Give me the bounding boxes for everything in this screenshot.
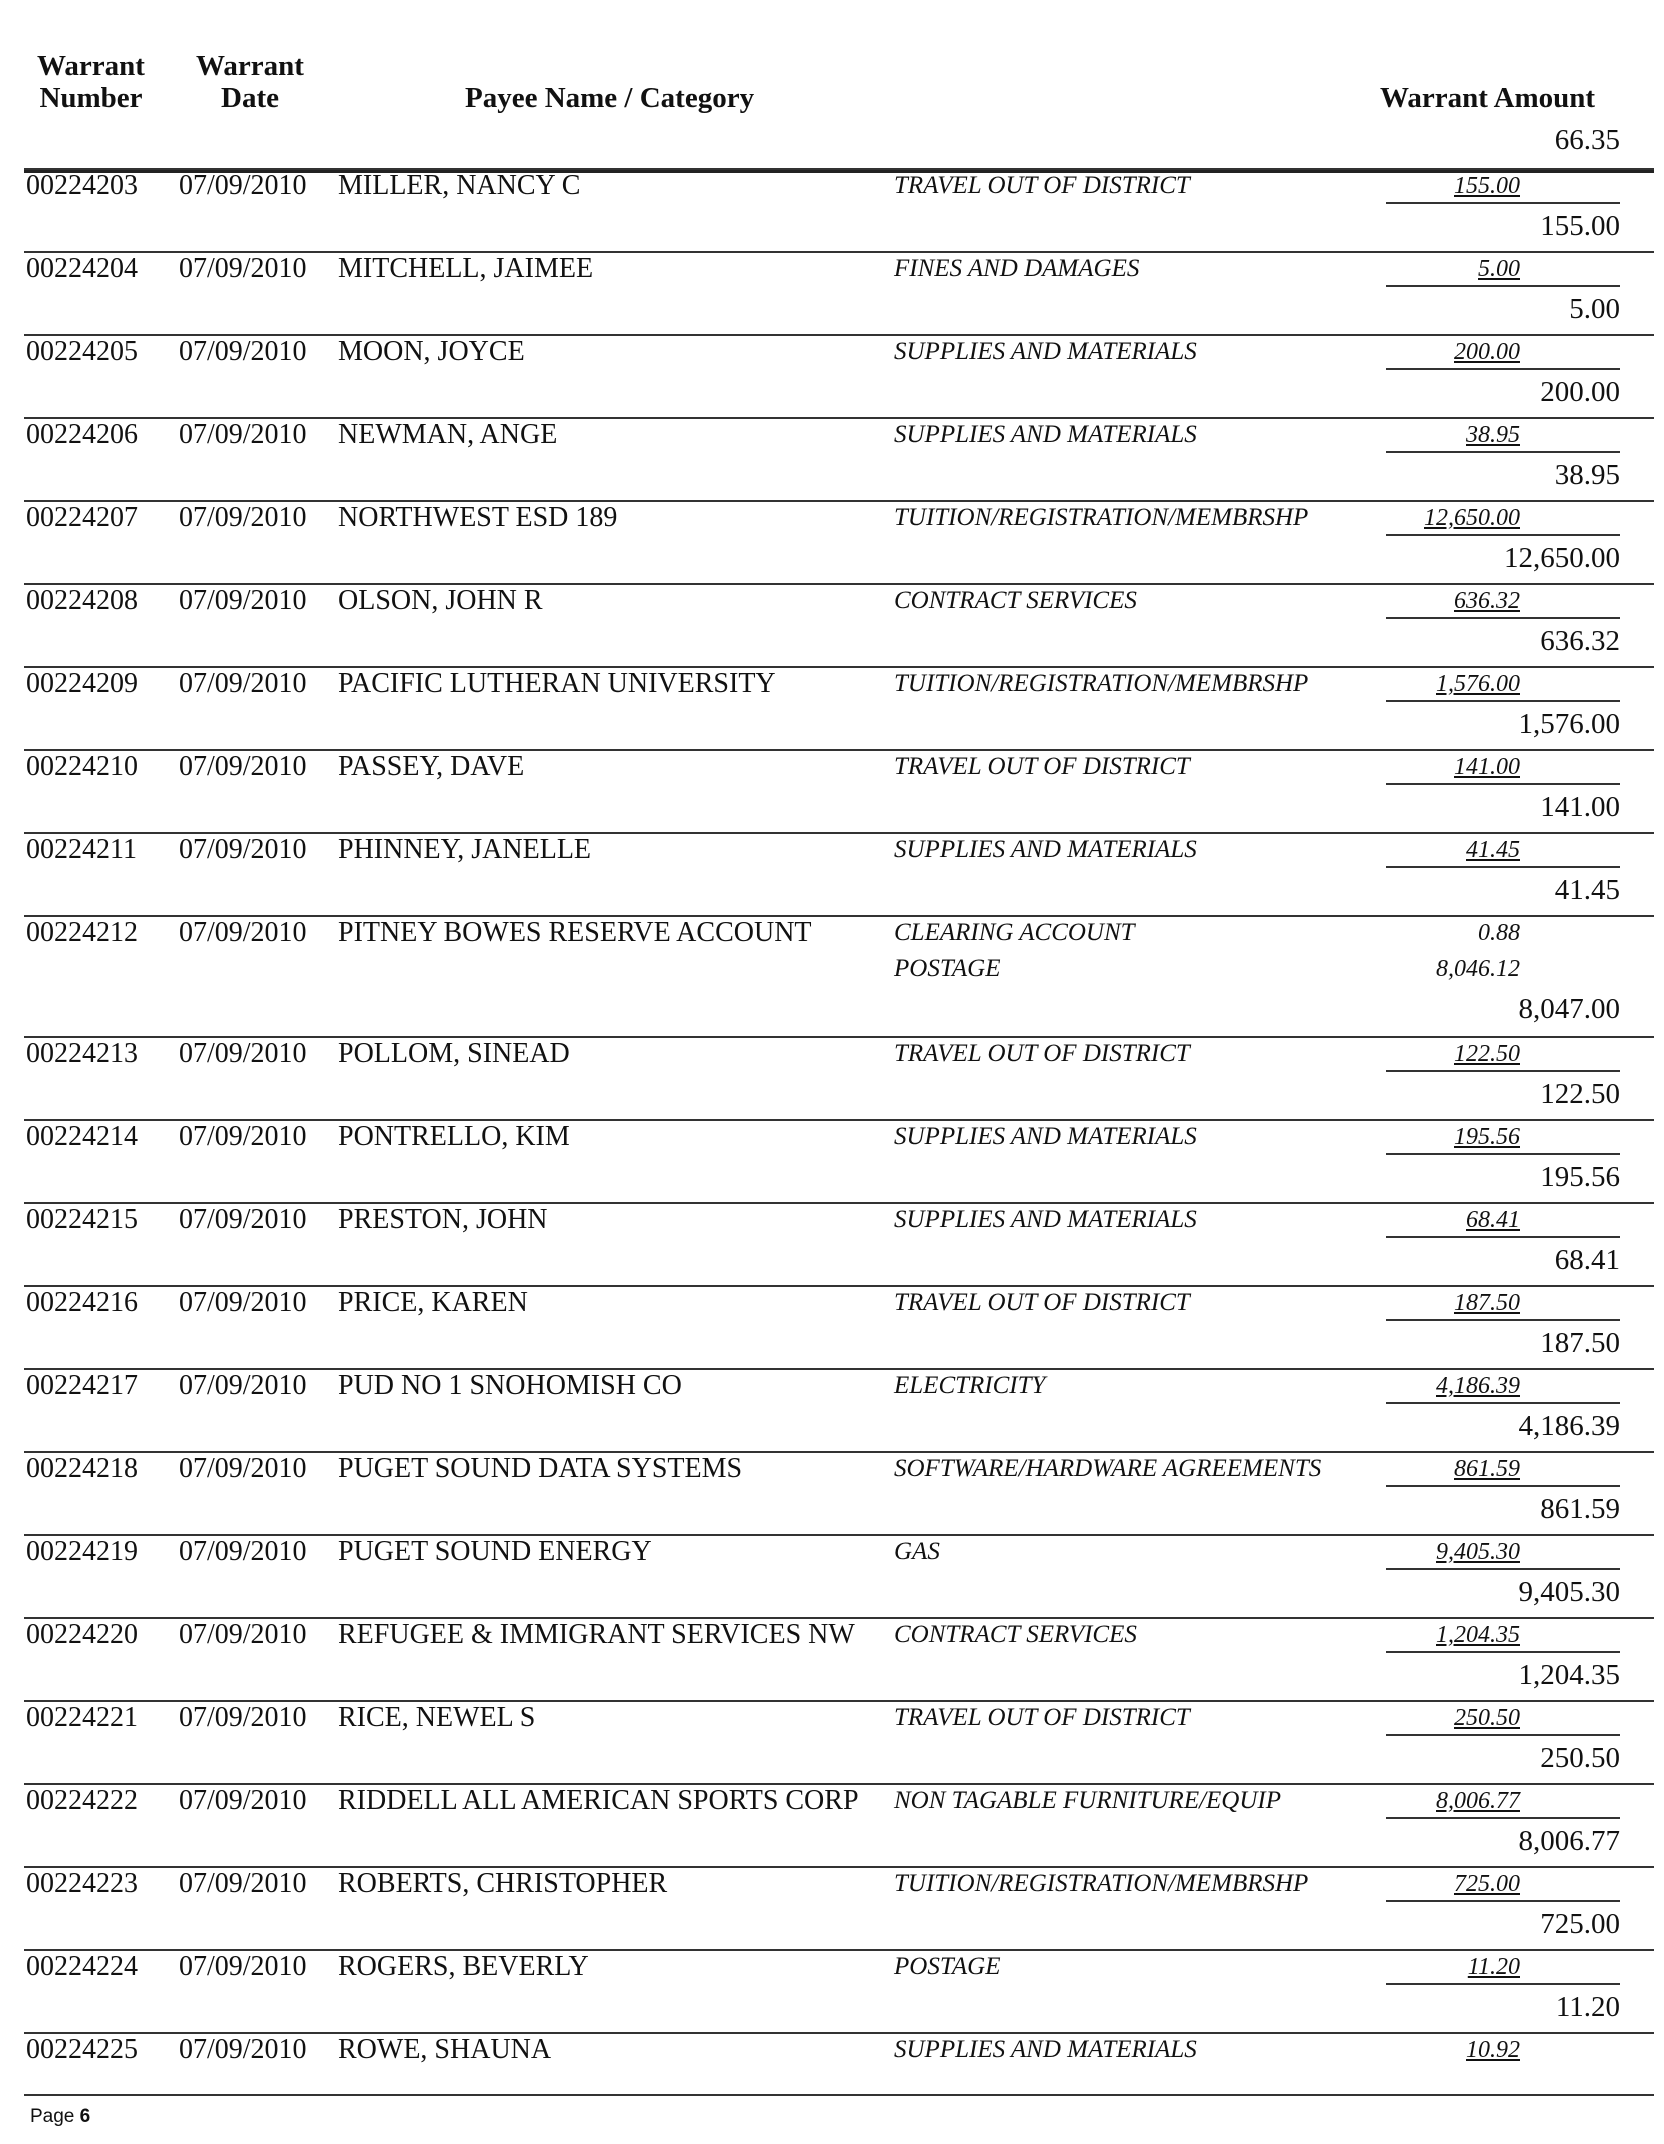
warrant-total: 187.50 (1540, 1327, 1620, 1359)
subtotal-line (1386, 1236, 1620, 1238)
warrant-number: 00224214 (26, 1121, 138, 1152)
category: TRAVEL OUT OF DISTRICT (894, 172, 1190, 199)
warrant-date: 07/09/2010 (179, 502, 307, 533)
footer-divider (24, 2094, 1654, 2096)
warrant-number: 00224220 (26, 1619, 138, 1650)
subtotal-line (1386, 1070, 1620, 1072)
warrant-total: 636.32 (1540, 625, 1620, 657)
warrant-date: 07/09/2010 (179, 1868, 307, 1899)
warrant-number: 00224205 (26, 336, 138, 367)
warrant-date: 07/09/2010 (179, 1121, 307, 1152)
detail-amount: 155.00 (1454, 173, 1520, 199)
payee-name: POLLOM, SINEAD (338, 1038, 570, 1069)
warrant-total: 38.95 (1554, 459, 1620, 491)
category: CONTRACT SERVICES (894, 587, 1137, 614)
category: TRAVEL OUT OF DISTRICT (894, 1289, 1190, 1316)
payee-name: NORTHWEST ESD 189 (338, 502, 618, 533)
subtotal-line (1386, 368, 1620, 370)
warrant-number: 00224217 (26, 1370, 138, 1401)
subtotal-line (1386, 1651, 1620, 1653)
payee-name: PASSEY, DAVE (338, 751, 525, 782)
warrant-date: 07/09/2010 (179, 1619, 307, 1650)
warrant-number: 00224206 (26, 419, 138, 450)
warrant-total: 11.20 (1555, 1991, 1620, 2023)
payee-name: RIDDELL ALL AMERICAN SPORTS CORP (338, 1785, 859, 1816)
payee-name: PUGET SOUND DATA SYSTEMS (338, 1453, 743, 1484)
payee-name: PONTRELLO, KIM (338, 1121, 570, 1152)
payee-name: MOON, JOYCE (338, 336, 525, 367)
warrant-total: 861.59 (1540, 1493, 1620, 1525)
category: POSTAGE (894, 1953, 1001, 1980)
detail-amount: 861.59 (1454, 1456, 1520, 1482)
detail-amount: 12,650.00 (1424, 505, 1520, 531)
warrant-date: 07/09/2010 (179, 1536, 307, 1567)
warrant-number: 00224225 (26, 2034, 138, 2065)
warrant-total: 41.45 (1554, 874, 1620, 906)
payee-name: RICE, NEWEL S (338, 1702, 536, 1733)
category: TUITION/REGISTRATION/MEMBRSHP (894, 670, 1309, 697)
warrant-number: 00224209 (26, 668, 138, 699)
warrant-date: 07/09/2010 (179, 419, 307, 450)
subtotal-line (1386, 1153, 1620, 1155)
warrant-number: 00224203 (26, 170, 138, 201)
subtotal-line (1386, 1319, 1620, 1321)
payee-name: PRICE, KAREN (338, 1287, 528, 1318)
warrant-date: 07/09/2010 (179, 917, 307, 948)
subtotal-line (1386, 783, 1620, 785)
payee-name: MILLER, NANCY C (338, 170, 581, 201)
category: TRAVEL OUT OF DISTRICT (894, 753, 1190, 780)
detail-amount: 636.32 (1454, 588, 1520, 614)
category: CONTRACT SERVICES (894, 1621, 1137, 1648)
subtotal-line (1386, 700, 1620, 702)
detail-amount: 4,186.39 (1436, 1373, 1520, 1399)
warrant-total: 4,186.39 (1518, 1410, 1620, 1442)
detail-amount: 195.56 (1454, 1124, 1520, 1150)
subtotal-line (1386, 285, 1620, 287)
warrant-number: 00224211 (26, 834, 137, 865)
category: SOFTWARE/HARDWARE AGREEMENTS (894, 1455, 1322, 1482)
warrant-number: 00224224 (26, 1951, 138, 1982)
category: SUPPLIES AND MATERIALS (894, 338, 1197, 365)
warrant-number: 00224208 (26, 585, 138, 616)
category: SUPPLIES AND MATERIALS (894, 836, 1197, 863)
warrant-number: 00224210 (26, 751, 138, 782)
subtotal-line (1386, 617, 1620, 619)
payee-name: ROGERS, BEVERLY (338, 1951, 589, 1982)
subtotal-line (1386, 1983, 1620, 1985)
subtotal-line (1386, 1734, 1620, 1736)
subtotal-line (1386, 1568, 1620, 1570)
payee-name: PACIFIC LUTHERAN UNIVERSITY (338, 668, 776, 699)
page-label: Page (30, 2106, 75, 2127)
warrant-date: 07/09/2010 (179, 1702, 307, 1733)
header-warrant-amount: Warrant Amount (1380, 82, 1596, 114)
payee-name: PHINNEY, JANELLE (338, 834, 592, 865)
category: CLEARING ACCOUNT (894, 919, 1135, 946)
category: ELECTRICITY (894, 1372, 1046, 1399)
header-warrant-number: Warrant Number (37, 50, 145, 114)
category: SUPPLIES AND MATERIALS (894, 1206, 1197, 1233)
warrant-date: 07/09/2010 (179, 2034, 307, 2065)
warrant-date: 07/09/2010 (179, 1453, 307, 1484)
payee-name: PITNEY BOWES RESERVE ACCOUNT (338, 917, 812, 948)
warrant-total: 725.00 (1540, 1908, 1620, 1940)
category: POSTAGE (894, 955, 1001, 982)
warrant-date: 07/09/2010 (179, 1951, 307, 1982)
warrant-date: 07/09/2010 (179, 751, 307, 782)
category: TUITION/REGISTRATION/MEMBRSHP (894, 504, 1309, 531)
detail-amount: 68.41 (1466, 1207, 1520, 1233)
warrant-total: 1,204.35 (1518, 1659, 1620, 1691)
warrant-number: 00224218 (26, 1453, 138, 1484)
warrant-total: 12,650.00 (1504, 542, 1620, 574)
warrant-number: 00224204 (26, 253, 138, 284)
category: SUPPLIES AND MATERIALS (894, 2036, 1197, 2063)
detail-amount: 10.92 (1466, 2037, 1520, 2063)
detail-amount: 5.00 (1478, 256, 1520, 282)
warrant-total: 5.00 (1569, 293, 1620, 325)
detail-amount: 11.20 (1467, 1954, 1520, 1980)
subtotal-line (1386, 1485, 1620, 1487)
warrant-total: 68.41 (1554, 1244, 1620, 1276)
page-number: 6 (79, 2106, 91, 2127)
detail-amount: 9,405.30 (1436, 1539, 1520, 1565)
category: SUPPLIES AND MATERIALS (894, 1123, 1197, 1150)
warrant-total: 141.00 (1540, 791, 1620, 823)
detail-amount: 0.88 (1478, 920, 1520, 946)
warrant-date: 07/09/2010 (179, 1370, 307, 1401)
header-warrant-date: Warrant Date (196, 50, 304, 114)
warrant-number: 00224215 (26, 1204, 138, 1235)
warrant-number: 00224207 (26, 502, 138, 533)
subtotal-line (1386, 866, 1620, 868)
warrant-date: 07/09/2010 (179, 1785, 307, 1816)
category: SUPPLIES AND MATERIALS (894, 421, 1197, 448)
detail-amount: 250.50 (1454, 1705, 1520, 1731)
page-footer (30, 2106, 90, 2128)
subtotal-line (1386, 1817, 1620, 1819)
detail-amount: 725.00 (1454, 1871, 1520, 1897)
warrant-date: 07/09/2010 (179, 170, 307, 201)
warrant-date: 07/09/2010 (179, 1287, 307, 1318)
payee-name: OLSON, JOHN R (338, 585, 543, 616)
detail-amount: 41.45 (1466, 837, 1520, 863)
warrant-number: 00224212 (26, 917, 138, 948)
warrant-date: 07/09/2010 (179, 834, 307, 865)
detail-amount: 8,046.12 (1436, 956, 1520, 982)
warrant-total: 8,047.00 (1518, 993, 1620, 1025)
warrant-total: 155.00 (1540, 210, 1620, 242)
warrant-number: 00224219 (26, 1536, 138, 1567)
category: FINES AND DAMAGES (894, 255, 1140, 282)
payee-name: PUD NO 1 SNOHOMISH CO (338, 1370, 682, 1401)
warrant-number: 00224221 (26, 1702, 138, 1733)
payee-name: NEWMAN, ANGE (338, 419, 558, 450)
subtotal-line (1386, 1402, 1620, 1404)
detail-amount: 141.00 (1454, 754, 1520, 780)
detail-amount: 187.50 (1454, 1290, 1520, 1316)
payee-name: ROBERTS, CHRISTOPHER (338, 1868, 668, 1899)
detail-amount: 1,204.35 (1436, 1622, 1520, 1648)
warrant-date: 07/09/2010 (179, 1204, 307, 1235)
subtotal-line (1386, 451, 1620, 453)
category: TRAVEL OUT OF DISTRICT (894, 1704, 1190, 1731)
warrant-total: 8,006.77 (1518, 1825, 1620, 1857)
warrant-total: 122.50 (1540, 1078, 1620, 1110)
carry-over-total: 66.35 (1554, 124, 1620, 156)
detail-amount: 1,576.00 (1436, 671, 1520, 697)
category: TUITION/REGISTRATION/MEMBRSHP (894, 1870, 1309, 1897)
warrant-date: 07/09/2010 (179, 336, 307, 367)
header-payee: Payee Name / Category (465, 82, 755, 114)
warrant-total: 250.50 (1540, 1742, 1620, 1774)
warrant-total: 200.00 (1540, 376, 1620, 408)
payee-name: PRESTON, JOHN (338, 1204, 548, 1235)
detail-amount: 200.00 (1454, 339, 1520, 365)
detail-amount: 38.95 (1466, 422, 1520, 448)
warrant-date: 07/09/2010 (179, 585, 307, 616)
warrant-number: 00224213 (26, 1038, 138, 1069)
detail-amount: 8,006.77 (1436, 1788, 1520, 1814)
warrant-number: 00224222 (26, 1785, 138, 1816)
payee-name: MITCHELL, JAIMEE (338, 253, 594, 284)
warrant-total: 195.56 (1540, 1161, 1620, 1193)
warrant-total: 1,576.00 (1518, 708, 1620, 740)
warrant-total: 9,405.30 (1518, 1576, 1620, 1608)
category: GAS (894, 1538, 940, 1565)
subtotal-line (1386, 534, 1620, 536)
subtotal-line (1386, 1900, 1620, 1902)
payee-name: PUGET SOUND ENERGY (338, 1536, 652, 1567)
warrant-date: 07/09/2010 (179, 668, 307, 699)
payee-name: ROWE, SHAUNA (338, 2034, 552, 2065)
warrant-date: 07/09/2010 (179, 253, 307, 284)
detail-amount: 122.50 (1454, 1041, 1520, 1067)
subtotal-line (1386, 202, 1620, 204)
warrant-number: 00224223 (26, 1868, 138, 1899)
category: NON TAGABLE FURNITURE/EQUIP (894, 1787, 1282, 1814)
warrant-date: 07/09/2010 (179, 1038, 307, 1069)
warrant-number: 00224216 (26, 1287, 138, 1318)
payee-name: REFUGEE & IMMIGRANT SERVICES NW (338, 1619, 855, 1650)
category: TRAVEL OUT OF DISTRICT (894, 1040, 1190, 1067)
